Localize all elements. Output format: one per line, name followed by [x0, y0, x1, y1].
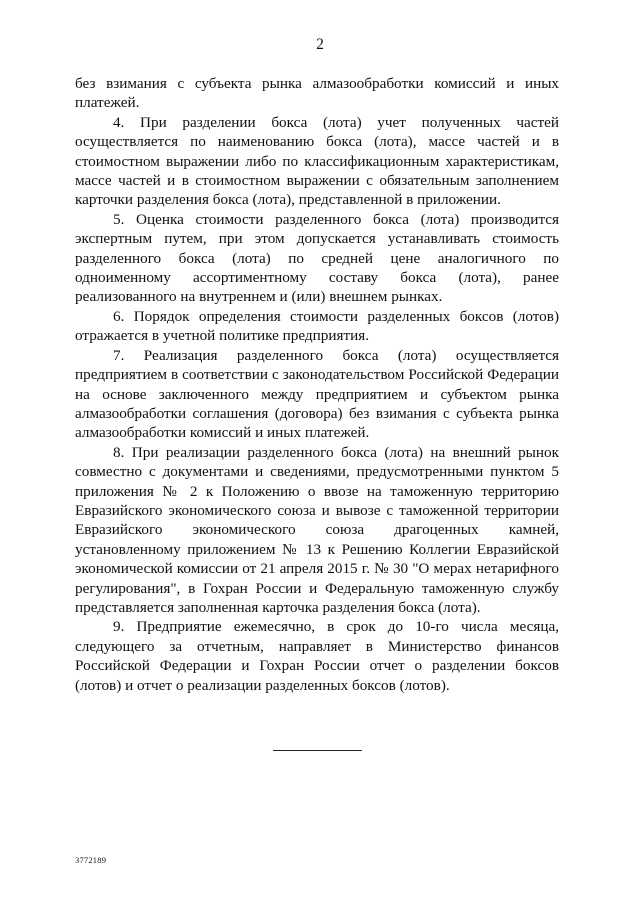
paragraph-item-8: 8. При реализации разделенного бокса (лота) на внешний рынок совместно с документами и сведениями, предусмотренными пунктом 5 приложения № 2 к Положению о ввозе на таможенную территорию Евразийского экономического союза и вывозе с таможенной территории Евразийского экономического союза драгоценных камней, установленному приложением № 13 к Решению Коллегии Евразийской экономической комиссии от 21 апреля 2015 г. № 30 "О мерах нетарифного регулирования", в Гохран России и Федеральную таможенную службу представляется заполненная карточка разделения бокса (лота).	[75, 443, 559, 616]
document-code: 3772189	[75, 855, 107, 865]
paragraph-continuation: без взимания с субъекта рынка алмазообработки комиссий и иных платежей.	[75, 75, 559, 112]
paragraph-item-9: 9. Предприятие ежемесячно, в срок до 10-го числа месяца, следующего за отчетным, направляет в Министерство финансов Российской Федерации и Гохран России отчет о разделении боксов (лотов) и отчет о реализации разделенных боксов (лотов).	[75, 618, 559, 694]
document-body	[75, 74, 559, 695]
paragraph-item-6: 6. Порядок определения стоимости разделенных боксов (лотов) отражается в учетной политике предприятия.	[75, 307, 559, 345]
paragraph-item-7: 7. Реализация разделенного бокса (лота) осуществляется предприятием в соответствии с законодательством Российской Федерации на основе заключенного между предприятием и субъектом рынка алмазообработки соглашения (договора) без взимания с субъекта рынка алмазообработки комиссий и иных платежей.	[75, 346, 559, 442]
paragraph-item-4: 4. При разделении бокса (лота) учет полученных частей осуществляется по наименованию бокса (лота), массе частей и в стоимостном выражении либо по классификационным характеристикам, массе частей и в стоимостном выражении с обязательным заполнением карточки разделения бокса (лота), представленной в приложении.	[75, 113, 559, 209]
paragraph-item-5: 5. Оценка стоимости разделенного бокса (лота) производится экспертным путем, при этом допускается устанавливать стоимость разделенного бокса (лота) по средней цене аналогичного по одноименному ассортиментному составу бокса (лота), ранее реализованного на внутреннем и (или) внешнем рынках.	[75, 210, 559, 306]
end-separator-line	[273, 750, 362, 751]
page-number: 2	[316, 36, 324, 53]
